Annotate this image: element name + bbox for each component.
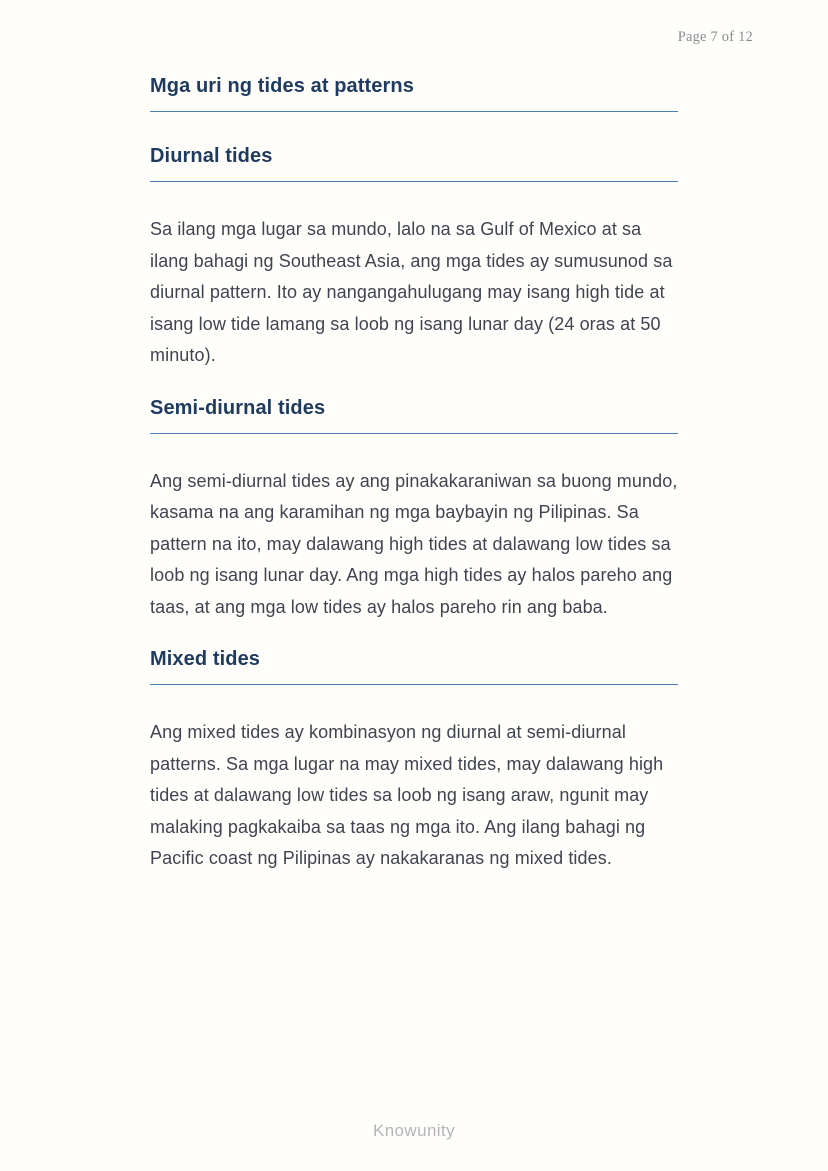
section-mixed-tides (150, 647, 678, 875)
section-paragraph-mixed: Ang mixed tides ay kombinasyon ng diurnal at semi-diurnal patterns. Sa mga lugar na may mixed tides, may dalawang high tides at dalawang low tides sa loob ng isang araw, ngunit may malaking pagkakaiba sa taas ng mga ito. Ang ilang bahagi ng Pacific coast ng Pilipinas ay nakakaranas ng mixed tides. (150, 722, 664, 868)
section-heading-semi-diurnal: Semi-diurnal tides (150, 396, 678, 434)
section-heading-diurnal: Diurnal tides (150, 144, 678, 182)
section-paragraph-semi-diurnal: Ang semi-diurnal tides ay ang pinakakaraniwan sa buong mundo, kasama na ang karamihan ng mga baybayin ng Pilipinas. Sa pattern na ito, may dalawang high tides at dalawang low tides sa loob ng isang lunar day. Ang mga high tides ay halos pareho ang taas, at ang mga low tides ay halos pareho rin ang baba. (150, 470, 678, 617)
document-title: Mga uri ng tides at patterns (150, 74, 678, 112)
section-diurnal-tides (150, 144, 678, 372)
page-number-indicator: Page 7 of 12 (677, 29, 753, 45)
section-paragraph-diurnal: Sa ilang mga lugar sa mundo, lalo na sa Gulf of Mexico at sa ilang bahagi ng Southeast Asia, ang mga tides ay sumusunod sa diurnal pattern. Ito ay nangangahulugang may isang high tide at isang low tide lamang sa loob ng isang lunar day (24 oras at 50 minuto). (150, 219, 673, 365)
section-semi-diurnal-tides (150, 396, 678, 624)
section-heading-mixed: Mixed tides (150, 647, 678, 685)
document-content (150, 74, 678, 899)
brand-watermark: Knowunity (372, 1121, 456, 1140)
